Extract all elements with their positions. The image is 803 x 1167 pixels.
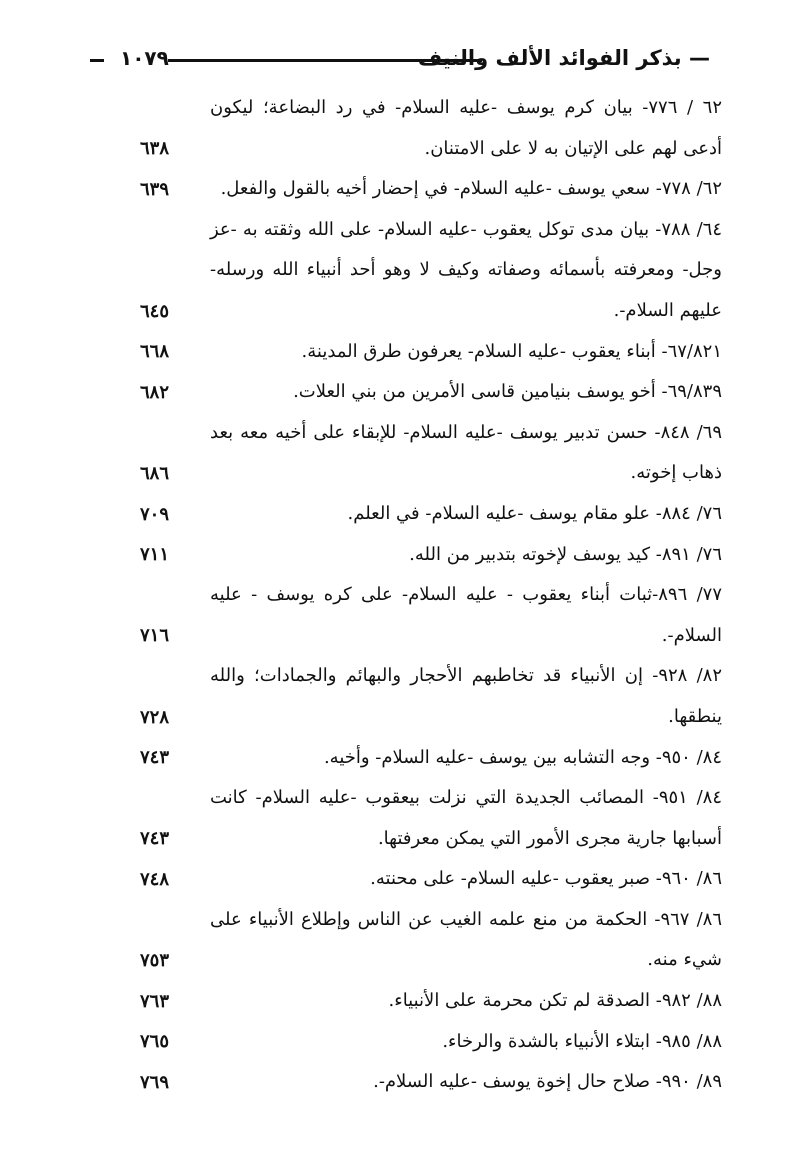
index-entry: [140, 413, 722, 494]
entry-text: ٨٦/ ٩٦٠- صبر يعقوب -عليه السلام- على محنته.: [370, 868, 722, 890]
entry-page-number: ٧٦٥: [140, 1031, 170, 1053]
header-dash: [90, 59, 104, 62]
entry-text: ٨٨/ ٩٨٢- الصدقة لم تكن محرمة على الأنبياء.: [388, 990, 722, 1012]
entry-page-number: ٦٣٨: [140, 138, 170, 160]
page-number: ١٠٧٩: [120, 46, 169, 70]
entry-text: ٨٦/ ٩٦٧- الحكمة من منع علمه الغيب عن الناس وإطلاع الأنبياء على شيء منه.: [210, 908, 722, 971]
entry-page-number: ٧١٦: [140, 625, 170, 647]
index-entry: [140, 778, 722, 859]
index-entry: [140, 372, 722, 413]
entry-page-number: ٦٨٦: [140, 462, 170, 484]
entry-page-number: ٧٠٩: [140, 503, 170, 525]
entry-page-number: ٧١١: [140, 544, 170, 566]
entry-text: ٨٤/ ٩٥٠- وجه التشابه بين يوسف -عليه السلام- وأخيه.: [323, 746, 722, 768]
index-entry: [140, 169, 722, 210]
entry-page-number: ٧٦٣: [140, 990, 170, 1012]
entry-page-number: ٧٤٣: [140, 747, 170, 769]
entry-text: ٦٢ / ٧٧٦- بيان كرم يوسف -عليه السلام- في رد البضاعة؛ ليكون أدعى لهم على الإتيان به لا على الامتنان.: [210, 97, 722, 159]
index-entry: [140, 738, 722, 779]
entry-text: ٨٩/ ٩٩٠- صلاح حال إخوة يوسف -عليه السلام-.: [373, 1071, 722, 1093]
entry-text: ٦٩/٨٣٩- أخو يوسف بنيامين قاسى الأمرين من بني العلات.: [293, 381, 722, 403]
header-rule: [168, 59, 482, 62]
entry-page-number: ٦٨٢: [140, 381, 170, 403]
index-entry: [140, 656, 722, 737]
entry-text: ٦٩/ ٨٤٨- حسن تدبير يوسف -عليه السلام- للإبقاء على أخيه معه بعد ذهاب إخوته.: [210, 421, 722, 484]
entry-text: ٨٤/ ٩٥١- المصائب الجديدة التي نزلت بيعقوب -عليه السلام- كانت أسبابها جارية مجرى الأمور التي يمكن معرفتها.: [210, 787, 722, 849]
entry-page-number: ٧٥٣: [140, 950, 170, 972]
header-title: — بذكر الفوائد الألف والنيف: [417, 46, 710, 70]
index-entry: [140, 981, 722, 1022]
index-entry: [140, 88, 722, 169]
entry-text: ٧٦/ ٨٨٤- علو مقام يوسف -عليه السلام- في العلم.: [347, 502, 722, 524]
entry-text: ٦٢/ ٧٧٨- سعي يوسف -عليه السلام- في إحضار أخيه بالقول والفعل.: [220, 178, 722, 200]
entry-text: ٦٧/٨٢١- أبناء يعقوب -عليه السلام- يعرفون طرق المدينة.: [301, 340, 722, 362]
index-entry: [140, 1062, 722, 1103]
index-entry: [140, 332, 722, 373]
entry-text: ٨٨/ ٩٨٥- ابتلاء الأنبياء بالشدة والرخاء.: [442, 1030, 722, 1052]
index-entry: [140, 1022, 722, 1063]
entry-text: ٦٤/ ٧٨٨- بيان مدى توكل يعقوب -عليه السلام- على الله وثقته به -عز وجل- ومعرفته بأسمائه وصفاته وكيف لا وهو أحد أنبياء الله ورسله- عليهم السلام-.: [210, 218, 722, 321]
entry-page-number: ٦٣٩: [140, 178, 170, 200]
entry-page-number: ٦٦٨: [140, 341, 170, 363]
index-entry: [140, 859, 722, 900]
index-entry: [140, 494, 722, 535]
index-entry: [140, 900, 722, 981]
entry-page-number: ٧٢٨: [140, 706, 170, 728]
index-entries: [140, 88, 722, 1103]
index-entry: [140, 535, 722, 576]
entry-page-number: ٧٦٩: [140, 1071, 170, 1093]
running-header: [90, 44, 710, 78]
entry-page-number: ٧٤٨: [140, 868, 170, 890]
index-entry: [140, 210, 722, 332]
entry-text: ٧٧/ ٨٩٦-ثبات أبناء يعقوب - عليه السلام- على كره يوسف - عليه السلام-.: [210, 584, 722, 646]
index-entry: [140, 575, 722, 656]
entry-page-number: ٦٤٥: [140, 300, 170, 322]
entry-page-number: ٧٤٣: [140, 828, 170, 850]
entry-text: ٧٦/ ٨٩١- كيد يوسف لإخوته بتدبير من الله.: [409, 543, 722, 565]
entry-text: ٨٢/ ٩٢٨- إن الأنبياء قد تخاطبهم الأحجار والبهائم والجمادات؛ والله ينطقها.: [210, 665, 723, 727]
